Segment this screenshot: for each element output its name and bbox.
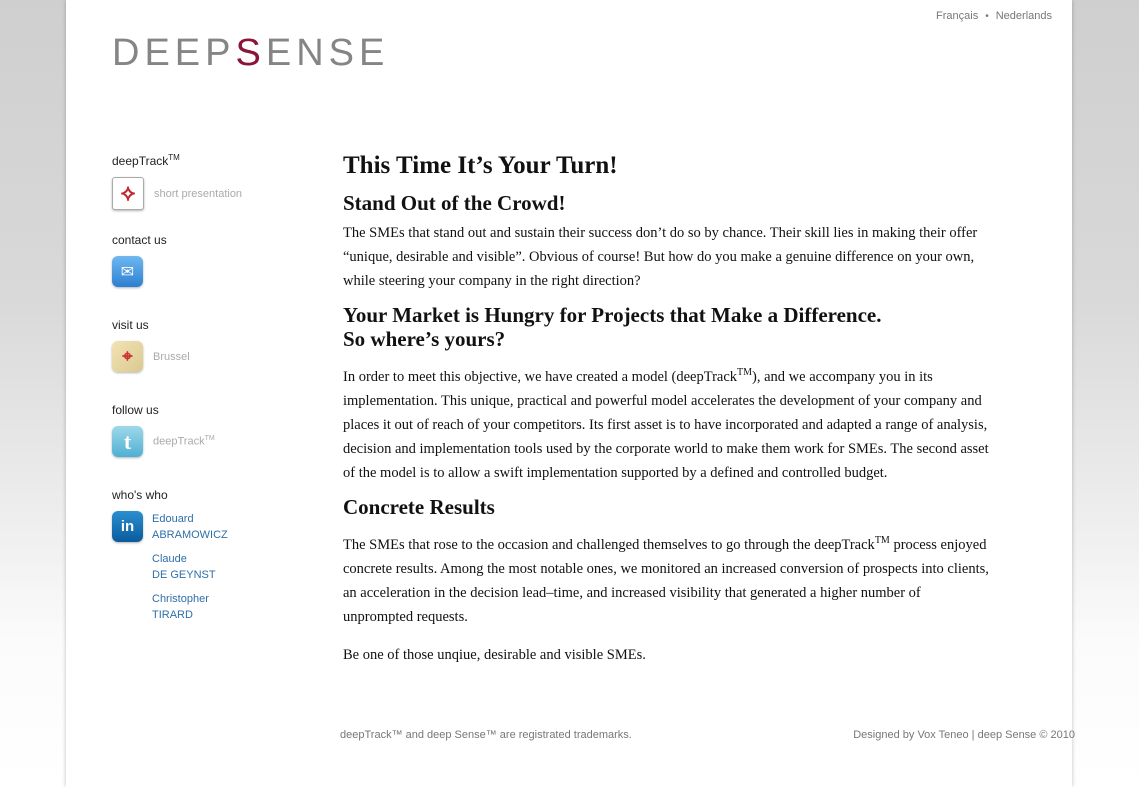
section-text-stand-out: The SMEs that stand out and sustain their success don’t do so by chance. Their skill lies in making their offer “unique, desirable and visible”. Obvious of course! But how do you make a genuine difference on your own, while steering your company in the right direction? bbox=[343, 225, 978, 289]
lang-french-link[interactable]: Français bbox=[936, 10, 979, 22]
sidebar-section-deeptrack bbox=[112, 150, 312, 210]
person-last-name[interactable]: DE GEYNST bbox=[152, 569, 216, 581]
page-title: This Time It’s Your Turn! bbox=[343, 152, 618, 179]
market-text-a: In order to meet this objective, we have created a model (deepTrack bbox=[343, 368, 738, 385]
sidebar-title-whoswho: who's who bbox=[112, 488, 168, 502]
results-text-b: process enjoyed concrete results. Among the most notable ones, we monitored an increased conversion of prospects into clients, an acceleration in the decision lead–time, and increased visibility that generated a higher number of unprompted requests. bbox=[343, 536, 989, 625]
lang-dutch-link[interactable]: Nederlands bbox=[995, 10, 1052, 22]
deeptrack-title-text: deepTrack bbox=[112, 154, 169, 168]
sidebar-title-follow: follow us bbox=[112, 403, 159, 417]
sidebar-section-whoswho bbox=[112, 487, 312, 623]
contact-link[interactable] bbox=[112, 256, 312, 287]
tm-mark: TM bbox=[874, 534, 890, 546]
section-title-market bbox=[343, 303, 993, 351]
person-first-name[interactable]: Edouard bbox=[152, 513, 194, 525]
person-first-name[interactable]: Claude bbox=[152, 553, 187, 565]
market-text-b: ), and we accompany you in its implementation. This unique, practical and powerful model accelerates the development of your company and places it out of reach of your competitors. Its first asset is to have incorporated and adapted a range of analysis, decision and implementation tools used by the corporate world to make them work for SMEs. The second asset of the model is to allow a swift implementation supported by a defined and controlled budget. bbox=[343, 368, 989, 481]
sidebar-title-deeptrack bbox=[112, 150, 312, 169]
deepsense-logo[interactable] bbox=[112, 34, 389, 72]
sidebar bbox=[112, 150, 312, 623]
lang-separator: • bbox=[985, 11, 989, 22]
page-container bbox=[66, 0, 1075, 787]
section-text-market bbox=[343, 361, 993, 485]
sidebar-section-contact bbox=[112, 232, 312, 287]
mail-icon[interactable]: ✉ bbox=[112, 256, 143, 287]
main-content bbox=[343, 150, 993, 677]
tm-mark: TM bbox=[737, 367, 753, 378]
visit-link[interactable] bbox=[112, 341, 312, 372]
sidebar-title-visit: visit us bbox=[112, 318, 149, 332]
logo-part-1: DEEP bbox=[112, 32, 236, 74]
logo-part-3: ENSE bbox=[265, 32, 390, 74]
footer-trademark: deepTrack™ and deep Sense™ are registrated trademarks. bbox=[340, 729, 632, 741]
brussel-label[interactable]: Brussel bbox=[153, 350, 190, 363]
language-switcher bbox=[936, 10, 1052, 22]
twitter-label[interactable] bbox=[153, 435, 215, 448]
twitter-link[interactable] bbox=[112, 426, 312, 457]
person-last-name[interactable]: ABRAMOWICZ bbox=[152, 529, 228, 541]
market-title-line1: Your Market is Hungry for Projects that Make a Difference. bbox=[343, 303, 882, 327]
person-row[interactable] bbox=[112, 511, 312, 543]
person-row[interactable] bbox=[152, 551, 312, 583]
map-icon[interactable]: ⌖ bbox=[112, 341, 143, 372]
person-row[interactable] bbox=[152, 591, 312, 623]
linkedin-icon[interactable]: in bbox=[112, 511, 143, 542]
sidebar-section-visit bbox=[112, 317, 312, 372]
section-title-stand-out: Stand Out of the Crowd! bbox=[343, 191, 566, 215]
tm-mark: TM bbox=[168, 153, 180, 162]
person-name[interactable] bbox=[152, 511, 228, 543]
short-presentation-link[interactable] bbox=[112, 177, 312, 210]
twitter-label-text: deepTrack bbox=[153, 435, 205, 448]
section-text-results bbox=[343, 529, 993, 629]
short-presentation-label[interactable]: short presentation bbox=[154, 187, 243, 200]
results-text-a: The SMEs that rose to the occasion and challenged themselves to go through the deepTrack bbox=[343, 536, 875, 553]
section-title-results: Concrete Results bbox=[343, 494, 495, 519]
market-title-line2: So where’s yours? bbox=[343, 327, 506, 351]
twitter-icon[interactable]: t bbox=[112, 426, 143, 457]
person-last-name[interactable]: TIRARD bbox=[152, 609, 193, 621]
sidebar-title-contact: contact us bbox=[112, 233, 167, 247]
pdf-icon[interactable]: ⟡ bbox=[112, 177, 144, 210]
logo-part-s: S bbox=[235, 32, 266, 74]
tm-mark: TM bbox=[204, 435, 215, 443]
footer-credits: Designed by Vox Teneo | deep Sense © 2010 bbox=[853, 729, 1075, 741]
person-first-name[interactable]: Christopher bbox=[152, 593, 209, 605]
sidebar-section-follow bbox=[112, 402, 312, 457]
closing-text: Be one of those unqiue, desirable and visible SMEs. bbox=[343, 646, 646, 663]
